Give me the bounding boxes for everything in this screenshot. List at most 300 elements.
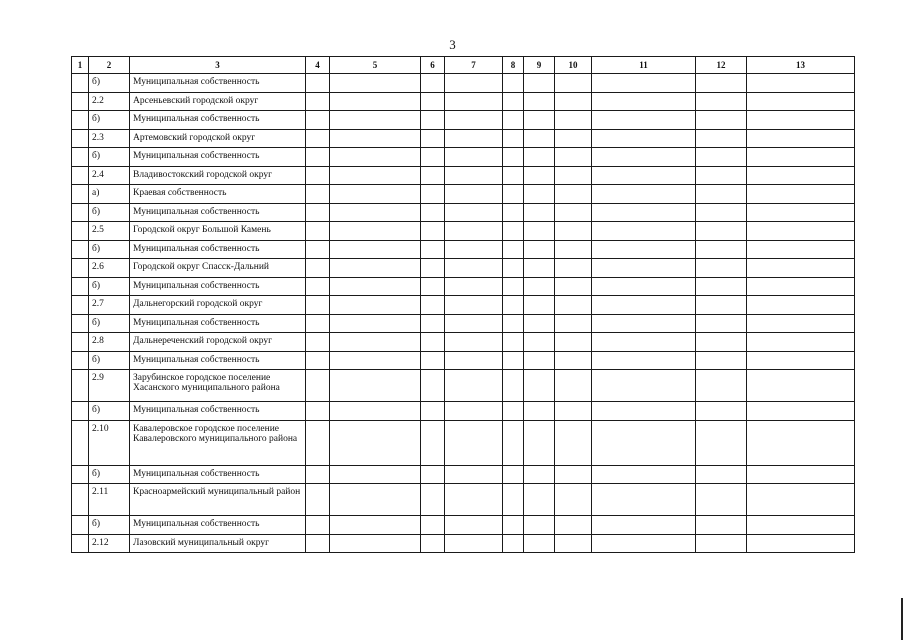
empty-cell — [592, 314, 696, 333]
empty-cell — [421, 484, 445, 516]
empty-cell — [330, 402, 421, 421]
table-row — [72, 484, 855, 516]
row-name-cell: Владивостокский городской округ — [130, 166, 306, 185]
empty-cell — [592, 402, 696, 421]
table-row — [72, 74, 855, 93]
row-name-cell: Дальнегорский городской округ — [130, 296, 306, 315]
empty-cell — [592, 370, 696, 402]
table-row — [72, 351, 855, 370]
empty-cell — [555, 111, 592, 130]
empty-cell — [330, 333, 421, 352]
empty-cell — [747, 484, 855, 516]
empty-cell — [524, 129, 555, 148]
empty-cell — [524, 296, 555, 315]
table-row — [72, 370, 855, 402]
row-number-cell: 2.11 — [89, 484, 130, 516]
empty-cell — [421, 351, 445, 370]
empty-cell — [696, 259, 747, 278]
empty-cell — [747, 333, 855, 352]
empty-cell — [330, 351, 421, 370]
empty-cell — [592, 148, 696, 167]
empty-cell — [306, 420, 330, 465]
table-row — [72, 333, 855, 352]
empty-cell — [592, 516, 696, 535]
empty-cell — [592, 166, 696, 185]
empty-cell — [555, 74, 592, 93]
empty-cell — [747, 465, 855, 484]
empty-cell — [72, 222, 89, 241]
row-name-cell: Муниципальная собственность — [130, 516, 306, 535]
empty-cell — [72, 111, 89, 130]
empty-cell — [421, 222, 445, 241]
empty-cell — [503, 484, 524, 516]
empty-cell — [592, 259, 696, 278]
empty-cell — [330, 314, 421, 333]
empty-cell — [592, 203, 696, 222]
empty-cell — [696, 333, 747, 352]
empty-cell — [421, 333, 445, 352]
empty-cell — [592, 74, 696, 93]
row-name-cell: Муниципальная собственность — [130, 74, 306, 93]
row-name-cell: Муниципальная собственность — [130, 148, 306, 167]
table-row — [72, 296, 855, 315]
empty-cell — [421, 240, 445, 259]
empty-cell — [524, 351, 555, 370]
empty-cell — [306, 185, 330, 204]
empty-cell — [330, 129, 421, 148]
empty-cell — [503, 465, 524, 484]
empty-cell — [445, 148, 503, 167]
empty-cell — [421, 74, 445, 93]
empty-cell — [306, 484, 330, 516]
row-number-cell: б) — [89, 277, 130, 296]
empty-cell — [445, 370, 503, 402]
empty-cell — [445, 203, 503, 222]
empty-cell — [306, 277, 330, 296]
empty-cell — [503, 259, 524, 278]
empty-cell — [592, 420, 696, 465]
empty-cell — [747, 259, 855, 278]
table-row — [72, 259, 855, 278]
empty-cell — [306, 166, 330, 185]
row-number-cell: б) — [89, 148, 130, 167]
empty-cell — [306, 129, 330, 148]
column-header-7: 7 — [445, 57, 503, 74]
empty-cell — [421, 92, 445, 111]
empty-cell — [555, 333, 592, 352]
row-name-cell: Муниципальная собственность — [130, 240, 306, 259]
row-name-cell: Муниципальная собственность — [130, 203, 306, 222]
empty-cell — [421, 465, 445, 484]
empty-cell — [696, 74, 747, 93]
empty-cell — [747, 240, 855, 259]
empty-cell — [503, 185, 524, 204]
empty-cell — [555, 203, 592, 222]
column-header-12: 12 — [696, 57, 747, 74]
row-number-cell: 2.6 — [89, 259, 130, 278]
row-number-cell: б) — [89, 74, 130, 93]
empty-cell — [306, 259, 330, 278]
empty-cell — [592, 222, 696, 241]
empty-cell — [445, 222, 503, 241]
empty-cell — [445, 402, 503, 421]
column-header-3: 3 — [130, 57, 306, 74]
empty-cell — [306, 74, 330, 93]
empty-cell — [72, 203, 89, 222]
empty-cell — [503, 314, 524, 333]
empty-cell — [696, 148, 747, 167]
empty-cell — [330, 92, 421, 111]
empty-cell — [503, 333, 524, 352]
empty-cell — [696, 185, 747, 204]
empty-cell — [306, 92, 330, 111]
empty-cell — [503, 222, 524, 241]
empty-cell — [592, 333, 696, 352]
empty-cell — [524, 92, 555, 111]
empty-cell — [306, 333, 330, 352]
empty-cell — [421, 296, 445, 315]
row-number-cell: 2.7 — [89, 296, 130, 315]
empty-cell — [524, 111, 555, 130]
empty-cell — [445, 277, 503, 296]
empty-cell — [72, 516, 89, 535]
row-name-cell: Муниципальная собственность — [130, 351, 306, 370]
empty-cell — [696, 166, 747, 185]
empty-cell — [306, 222, 330, 241]
empty-cell — [330, 185, 421, 204]
empty-cell — [555, 166, 592, 185]
column-header-5: 5 — [330, 57, 421, 74]
empty-cell — [747, 129, 855, 148]
empty-cell — [72, 420, 89, 465]
empty-cell — [445, 166, 503, 185]
row-name-cell: Муниципальная собственность — [130, 111, 306, 130]
empty-cell — [696, 240, 747, 259]
empty-cell — [747, 314, 855, 333]
column-header-1: 1 — [72, 57, 89, 74]
empty-cell — [503, 148, 524, 167]
empty-cell — [445, 92, 503, 111]
row-number-cell: б) — [89, 240, 130, 259]
empty-cell — [592, 351, 696, 370]
empty-cell — [747, 203, 855, 222]
row-name-cell: Дальнереченский городской округ — [130, 333, 306, 352]
empty-cell — [503, 534, 524, 553]
empty-cell — [503, 351, 524, 370]
empty-cell — [524, 314, 555, 333]
empty-cell — [555, 222, 592, 241]
empty-cell — [524, 203, 555, 222]
empty-cell — [592, 465, 696, 484]
empty-cell — [747, 402, 855, 421]
row-number-cell: б) — [89, 351, 130, 370]
data-table — [71, 56, 855, 553]
empty-cell — [503, 111, 524, 130]
column-header-11: 11 — [592, 57, 696, 74]
table-row — [72, 314, 855, 333]
row-number-cell: 2.10 — [89, 420, 130, 465]
empty-cell — [696, 203, 747, 222]
row-number-cell: б) — [89, 203, 130, 222]
empty-cell — [330, 296, 421, 315]
empty-cell — [330, 74, 421, 93]
row-name-cell: Городской округ Большой Камень — [130, 222, 306, 241]
table-row — [72, 222, 855, 241]
empty-cell — [696, 92, 747, 111]
row-name-cell: Краевая собственность — [130, 185, 306, 204]
empty-cell — [330, 420, 421, 465]
empty-cell — [306, 370, 330, 402]
empty-cell — [503, 516, 524, 535]
empty-cell — [306, 314, 330, 333]
empty-cell — [524, 185, 555, 204]
empty-cell — [524, 420, 555, 465]
row-number-cell: 2.5 — [89, 222, 130, 241]
empty-cell — [524, 222, 555, 241]
empty-cell — [72, 314, 89, 333]
empty-cell — [445, 296, 503, 315]
table-row — [72, 240, 855, 259]
empty-cell — [503, 420, 524, 465]
empty-cell — [72, 74, 89, 93]
table-row — [72, 148, 855, 167]
header-row — [72, 57, 855, 74]
empty-cell — [524, 259, 555, 278]
empty-cell — [592, 185, 696, 204]
empty-cell — [555, 370, 592, 402]
empty-cell — [421, 314, 445, 333]
row-number-cell: 2.8 — [89, 333, 130, 352]
empty-cell — [524, 148, 555, 167]
empty-cell — [421, 111, 445, 130]
empty-cell — [524, 166, 555, 185]
column-header-4: 4 — [306, 57, 330, 74]
empty-cell — [445, 314, 503, 333]
empty-cell — [555, 129, 592, 148]
empty-cell — [524, 240, 555, 259]
empty-cell — [555, 240, 592, 259]
empty-cell — [72, 277, 89, 296]
row-name-cell: Городской округ Спасск-Дальний — [130, 259, 306, 278]
row-number-cell: а) — [89, 185, 130, 204]
column-header-6: 6 — [421, 57, 445, 74]
empty-cell — [306, 465, 330, 484]
table-row — [72, 129, 855, 148]
empty-cell — [72, 259, 89, 278]
table-body — [72, 74, 855, 553]
empty-cell — [421, 203, 445, 222]
empty-cell — [421, 166, 445, 185]
empty-cell — [503, 92, 524, 111]
row-number-cell: б) — [89, 516, 130, 535]
empty-cell — [592, 129, 696, 148]
empty-cell — [72, 333, 89, 352]
row-name-cell: Муниципальная собственность — [130, 314, 306, 333]
empty-cell — [696, 465, 747, 484]
row-number-cell: 2.4 — [89, 166, 130, 185]
empty-cell — [445, 111, 503, 130]
empty-cell — [72, 166, 89, 185]
empty-cell — [421, 129, 445, 148]
empty-cell — [503, 277, 524, 296]
empty-cell — [306, 534, 330, 553]
table-row — [72, 402, 855, 421]
empty-cell — [503, 203, 524, 222]
row-number-cell: 2.9 — [89, 370, 130, 402]
empty-cell — [445, 185, 503, 204]
empty-cell — [696, 111, 747, 130]
empty-cell — [555, 351, 592, 370]
empty-cell — [503, 166, 524, 185]
empty-cell — [696, 351, 747, 370]
column-header-10: 10 — [555, 57, 592, 74]
empty-cell — [421, 516, 445, 535]
empty-cell — [503, 240, 524, 259]
empty-cell — [555, 185, 592, 204]
empty-cell — [747, 166, 855, 185]
row-name-cell: Зарубинское городское поселение Хасанского муниципального района — [130, 370, 306, 402]
empty-cell — [555, 465, 592, 484]
empty-cell — [306, 516, 330, 535]
empty-cell — [306, 148, 330, 167]
empty-cell — [555, 259, 592, 278]
empty-cell — [747, 74, 855, 93]
row-number-cell: б) — [89, 111, 130, 130]
empty-cell — [445, 516, 503, 535]
table-row — [72, 465, 855, 484]
empty-cell — [555, 92, 592, 111]
empty-cell — [72, 402, 89, 421]
empty-cell — [555, 402, 592, 421]
empty-cell — [555, 148, 592, 167]
empty-cell — [445, 259, 503, 278]
empty-cell — [747, 111, 855, 130]
empty-cell — [330, 111, 421, 130]
empty-cell — [696, 277, 747, 296]
row-number-cell: б) — [89, 465, 130, 484]
empty-cell — [421, 534, 445, 553]
row-name-cell: Артемовский городской округ — [130, 129, 306, 148]
empty-cell — [524, 534, 555, 553]
empty-cell — [524, 402, 555, 421]
empty-cell — [72, 484, 89, 516]
empty-cell — [747, 534, 855, 553]
empty-cell — [524, 74, 555, 93]
row-name-cell: Кавалеровское городское поселение Кавалеровского муниципального района — [130, 420, 306, 465]
empty-cell — [555, 420, 592, 465]
table-row — [72, 534, 855, 553]
empty-cell — [421, 259, 445, 278]
empty-cell — [72, 240, 89, 259]
empty-cell — [421, 148, 445, 167]
empty-cell — [421, 370, 445, 402]
empty-cell — [696, 516, 747, 535]
empty-cell — [330, 259, 421, 278]
table-row — [72, 420, 855, 465]
table-row — [72, 111, 855, 130]
column-header-2: 2 — [89, 57, 130, 74]
table-row — [72, 516, 855, 535]
empty-cell — [555, 534, 592, 553]
empty-cell — [306, 402, 330, 421]
row-name-cell: Муниципальная собственность — [130, 465, 306, 484]
empty-cell — [330, 166, 421, 185]
empty-cell — [330, 370, 421, 402]
empty-cell — [421, 185, 445, 204]
empty-cell — [445, 333, 503, 352]
empty-cell — [330, 484, 421, 516]
row-number-cell: 2.3 — [89, 129, 130, 148]
empty-cell — [696, 484, 747, 516]
empty-cell — [747, 185, 855, 204]
empty-cell — [330, 148, 421, 167]
empty-cell — [747, 370, 855, 402]
empty-cell — [592, 277, 696, 296]
row-name-cell: Арсеньевский городской округ — [130, 92, 306, 111]
empty-cell — [747, 296, 855, 315]
empty-cell — [555, 516, 592, 535]
empty-cell — [72, 351, 89, 370]
table-row — [72, 166, 855, 185]
empty-cell — [696, 534, 747, 553]
column-header-13: 13 — [747, 57, 855, 74]
empty-cell — [421, 420, 445, 465]
empty-cell — [524, 277, 555, 296]
empty-cell — [445, 420, 503, 465]
empty-cell — [592, 296, 696, 315]
empty-cell — [330, 203, 421, 222]
empty-cell — [524, 465, 555, 484]
row-number-cell: 2.12 — [89, 534, 130, 553]
empty-cell — [592, 92, 696, 111]
row-number-cell: б) — [89, 314, 130, 333]
empty-cell — [445, 465, 503, 484]
table-row — [72, 185, 855, 204]
empty-cell — [503, 74, 524, 93]
empty-cell — [306, 351, 330, 370]
empty-cell — [747, 277, 855, 296]
empty-cell — [696, 420, 747, 465]
empty-cell — [696, 314, 747, 333]
empty-cell — [72, 92, 89, 111]
scan-edge-mark — [901, 598, 903, 640]
row-name-cell: Муниципальная собственность — [130, 402, 306, 421]
empty-cell — [747, 351, 855, 370]
empty-cell — [524, 370, 555, 402]
empty-cell — [306, 296, 330, 315]
empty-cell — [330, 516, 421, 535]
column-header-8: 8 — [503, 57, 524, 74]
empty-cell — [555, 296, 592, 315]
empty-cell — [592, 111, 696, 130]
empty-cell — [306, 240, 330, 259]
empty-cell — [72, 534, 89, 553]
empty-cell — [330, 465, 421, 484]
row-name-cell: Красноармейский муниципальный район — [130, 484, 306, 516]
empty-cell — [696, 222, 747, 241]
empty-cell — [524, 484, 555, 516]
empty-cell — [592, 240, 696, 259]
empty-cell — [72, 129, 89, 148]
empty-cell — [421, 402, 445, 421]
empty-cell — [555, 277, 592, 296]
table-row — [72, 277, 855, 296]
table-row — [72, 203, 855, 222]
empty-cell — [72, 370, 89, 402]
empty-cell — [503, 402, 524, 421]
table-row — [72, 92, 855, 111]
empty-cell — [330, 534, 421, 553]
